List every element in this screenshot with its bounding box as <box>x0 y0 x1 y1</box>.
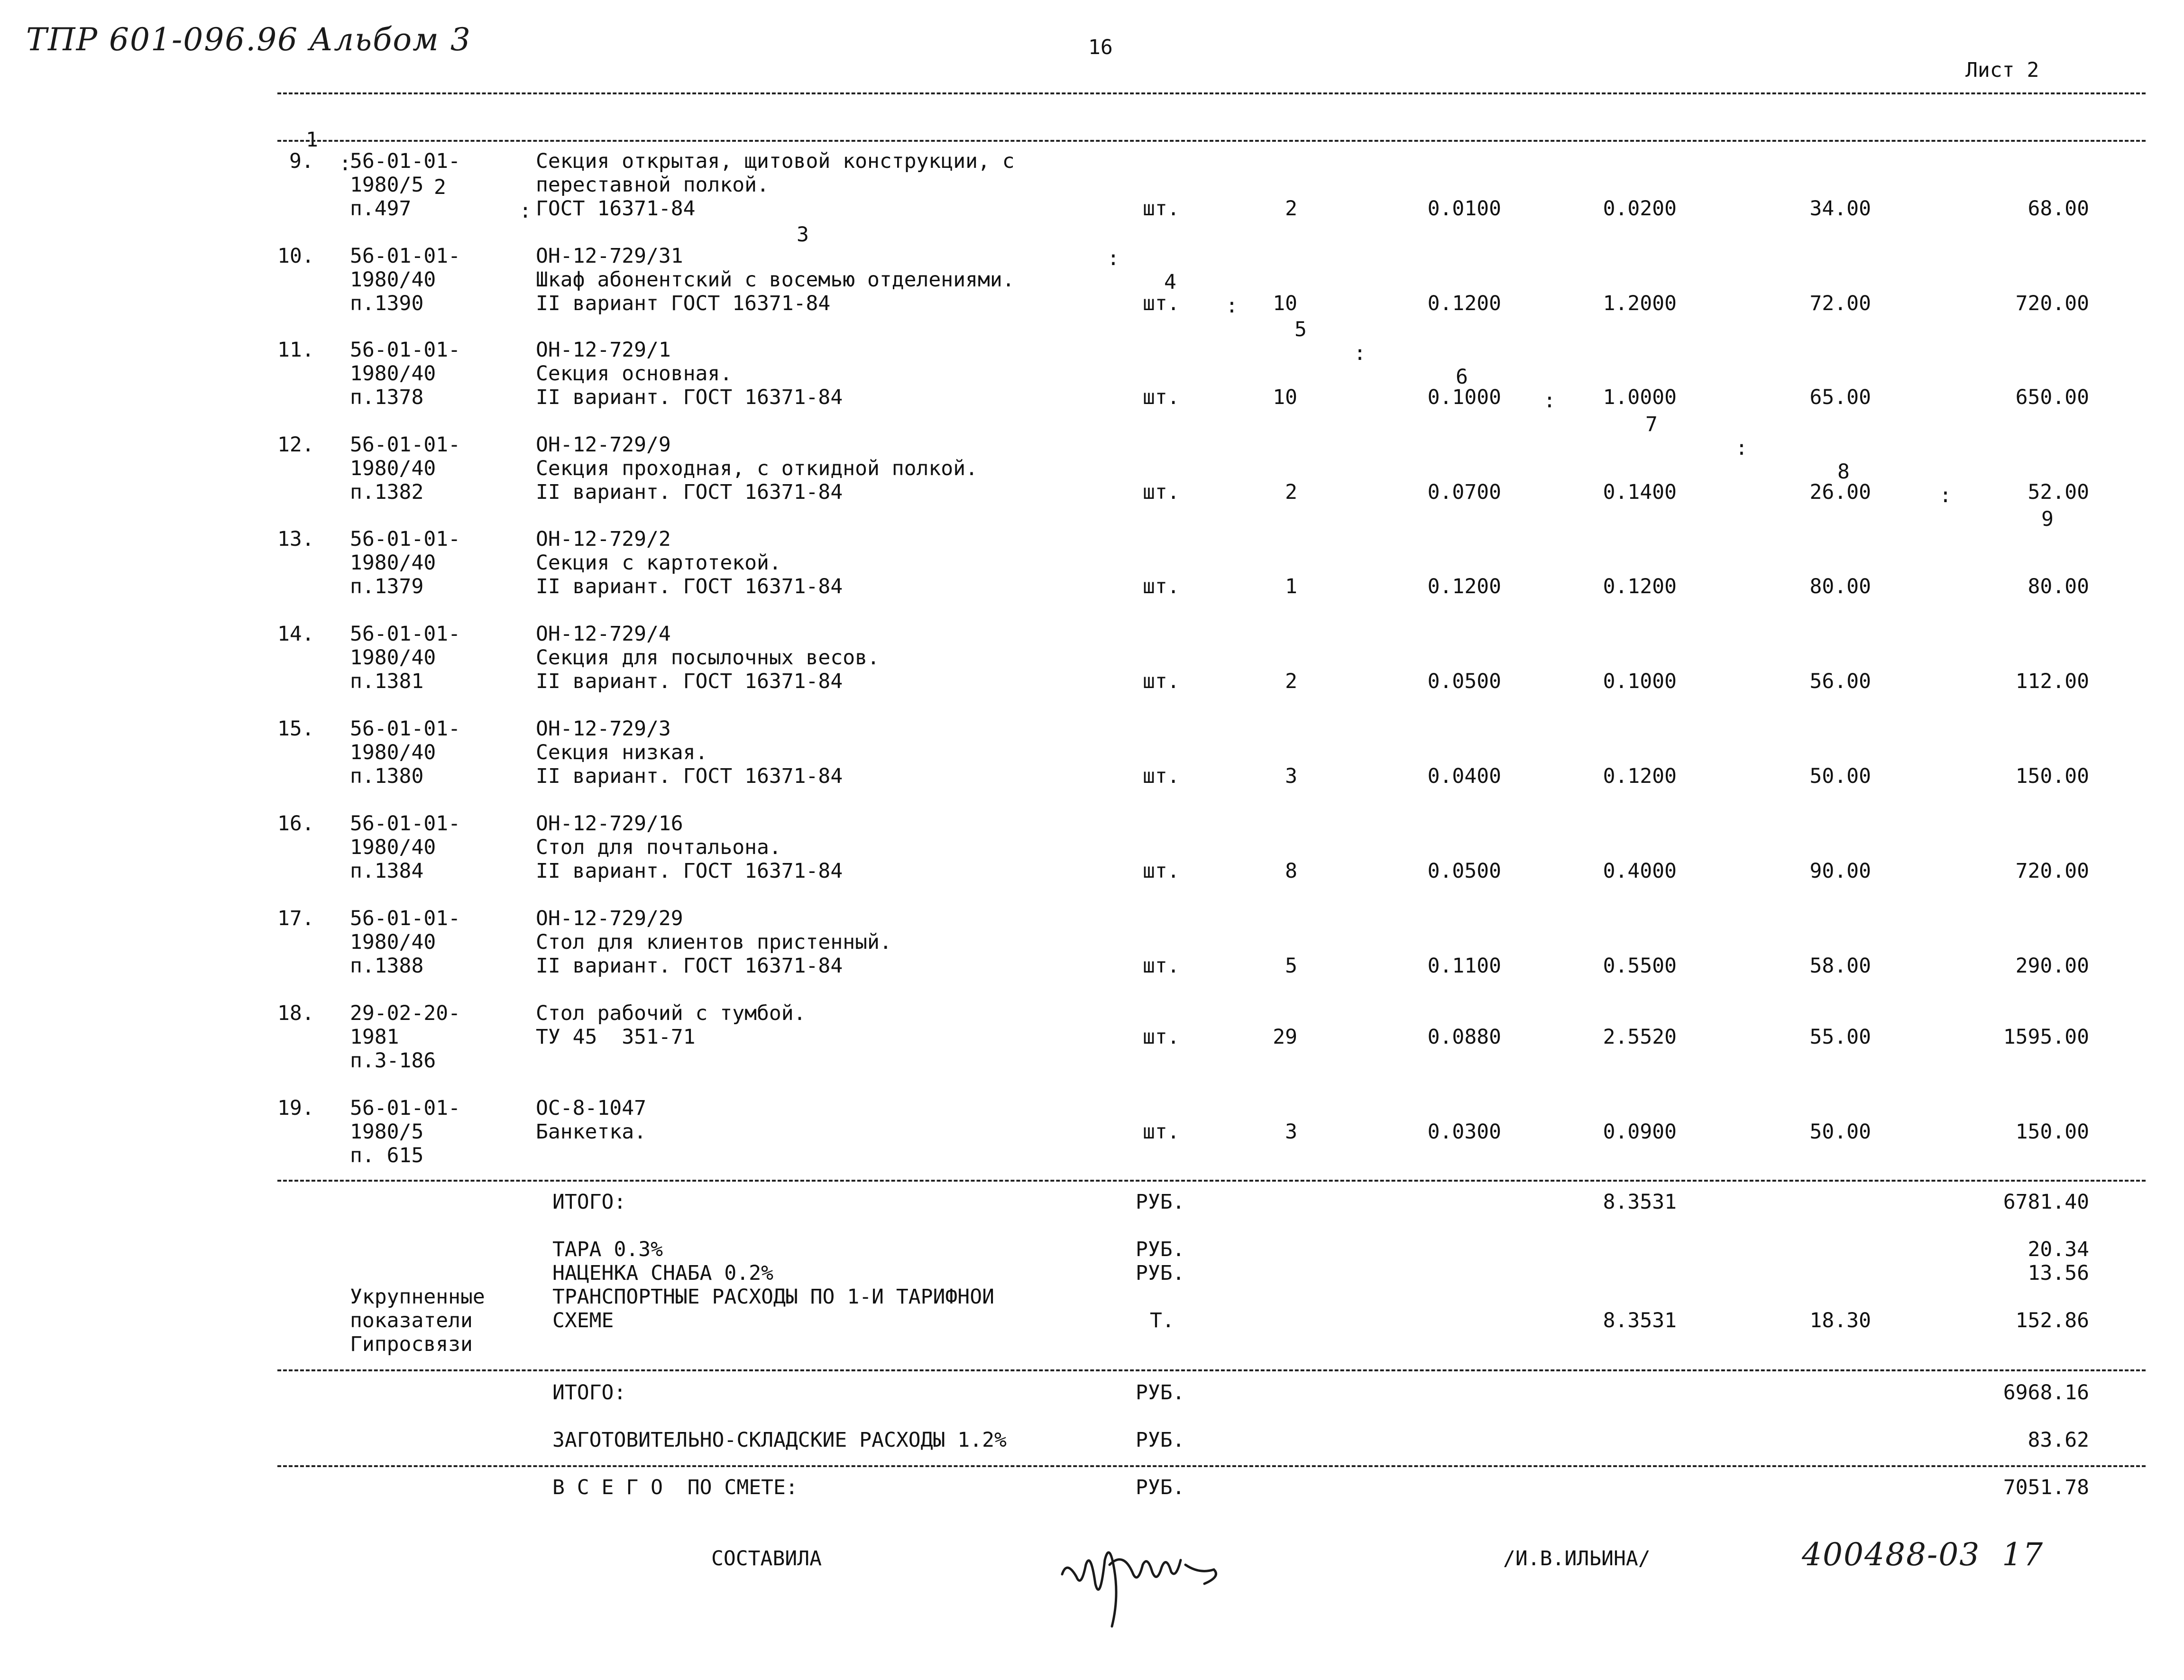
itogo-2-col9: 6968.16 <box>2003 1381 2089 1405</box>
row-desc-line: ОН-12-729/2 <box>536 527 671 551</box>
row-desc-line: Шкаф абонентский с восемью отделениями. <box>536 268 1015 292</box>
row-desc-line: ОН-12-729/29 <box>536 907 683 930</box>
row-desc-line: Стол для клиентов пристенный. <box>536 930 892 954</box>
row-desc-line: Секция для посылочных весов. <box>536 646 880 670</box>
row-qty: 2 <box>1285 670 1297 693</box>
row-col9: 112.00 <box>2015 670 2089 693</box>
transport-label-1: ТРАНСПОРТНЫЕ РАСХОДЫ ПО 1-И ТАРИФНОИ <box>552 1285 994 1309</box>
total-label: В С Е Г О ПО СМЕТЕ: <box>552 1476 798 1499</box>
row-code-line: 56-01-01- <box>350 812 460 835</box>
row-code-line: 1980/40 <box>350 930 436 954</box>
row-col9: 68.00 <box>2028 197 2089 220</box>
row-desc-line: Секция основная. <box>536 362 733 386</box>
row-desc-line: Секция низкая. <box>536 741 708 764</box>
row-col7: 0.1200 <box>1603 575 1677 598</box>
row-col8: 34.00 <box>1809 197 1871 220</box>
row-col8: 50.00 <box>1809 1120 1871 1144</box>
row-col6: 0.1200 <box>1427 575 1501 598</box>
tara-col9: 20.34 <box>2028 1238 2089 1261</box>
row-qty: 3 <box>1285 764 1297 788</box>
row-col7: 0.4000 <box>1603 859 1677 883</box>
row-col9: 1595.00 <box>2003 1025 2089 1049</box>
handwritten-title: ТПР 601-096.96 Альбом 3 <box>26 21 471 58</box>
row-number: 16. <box>277 812 314 835</box>
col-6: 6 <box>1456 365 1468 389</box>
row-number: 9. <box>289 149 314 173</box>
nacenka-label: НАЦЕНКА СНАБА 0.2% <box>552 1261 773 1285</box>
row-code-line: п.1388 <box>350 954 424 978</box>
col-3: 3 <box>797 223 809 247</box>
row-col9: 290.00 <box>2015 954 2089 978</box>
composer-name: /И.В.ИЛЬИНА/ <box>1503 1547 1651 1570</box>
row-code-line: п.3-186 <box>350 1049 436 1073</box>
row-code-line: 56-01-01- <box>350 338 460 362</box>
row-desc-line: Секция проходная, с откидной полкой. <box>536 457 978 480</box>
row-desc-line: ОН-12-729/9 <box>536 433 671 457</box>
row-code-line: п.1380 <box>350 764 424 788</box>
row-code-line: п.1382 <box>350 480 424 504</box>
transport-col7: 8.3531 <box>1603 1309 1677 1332</box>
row-col9: 720.00 <box>2015 859 2089 883</box>
row-code-line: п. 615 <box>350 1144 424 1167</box>
row-code-line: 56-01-01- <box>350 1096 460 1120</box>
header-rule-top <box>277 92 2146 94</box>
row-desc-line: Стол рабочий с тумбой. <box>536 1001 806 1025</box>
summary2-rule <box>277 1369 2146 1371</box>
row-unit: шт. <box>1143 292 1180 315</box>
row-qty: 5 <box>1285 954 1297 978</box>
row-desc-line: ОН-12-729/4 <box>536 622 671 646</box>
itogo-1-col7: 8.3531 <box>1603 1190 1677 1214</box>
row-col9: 720.00 <box>2015 292 2089 315</box>
total-unit: РУБ. <box>1136 1476 1185 1499</box>
row-code-line: 1981 <box>350 1025 399 1049</box>
row-number: 18. <box>277 1001 314 1025</box>
row-code-line: п.1378 <box>350 386 424 409</box>
col-9: 9 <box>2041 507 2054 531</box>
row-col6: 0.1200 <box>1427 292 1501 315</box>
row-col7: 0.0200 <box>1603 197 1677 220</box>
row-unit: шт. <box>1143 859 1180 883</box>
transport-col8: 18.30 <box>1809 1309 1871 1332</box>
row-col8: 90.00 <box>1809 859 1871 883</box>
row-col9: 150.00 <box>2015 1120 2089 1144</box>
row-desc-line: Банкетка. <box>536 1120 646 1144</box>
row-code-line: 1980/40 <box>350 268 436 292</box>
row-code-line: 56-01-01- <box>350 717 460 741</box>
row-qty: 8 <box>1285 859 1297 883</box>
row-number: 14. <box>277 622 314 646</box>
row-col7: 0.1200 <box>1603 764 1677 788</box>
row-code-line: 56-01-01- <box>350 907 460 930</box>
row-unit: шт. <box>1143 1120 1180 1144</box>
row-unit: шт. <box>1143 480 1180 504</box>
row-col6: 0.0500 <box>1427 670 1501 693</box>
nacenka-unit: РУБ. <box>1136 1261 1185 1285</box>
header-rule-bottom <box>277 140 2146 142</box>
handwritten-code: 400488-03 17 <box>1802 1536 2044 1573</box>
row-col7: 2.5520 <box>1603 1025 1677 1049</box>
row-code-line: 56-01-01- <box>350 244 460 268</box>
transport-label-2: СХЕМЕ <box>552 1309 614 1332</box>
row-code-line: 1980/40 <box>350 741 436 764</box>
row-col6: 0.0100 <box>1427 197 1501 220</box>
row-code-line: 1980/40 <box>350 551 436 575</box>
side-note-line-2: показатели <box>350 1309 473 1332</box>
row-desc-line: II вариант. ГОСТ 16371-84 <box>536 954 843 978</box>
row-code-line: 29-02-20- <box>350 1001 460 1025</box>
row-number: 10. <box>277 244 314 268</box>
row-code-line: 56-01-01- <box>350 433 460 457</box>
row-desc-line: II вариант ГОСТ 16371-84 <box>536 292 831 315</box>
row-col8: 26.00 <box>1809 480 1871 504</box>
row-col8: 72.00 <box>1809 292 1871 315</box>
row-col6: 0.1000 <box>1427 386 1501 409</box>
row-code-line: п.497 <box>350 197 412 220</box>
signature-image <box>1057 1532 1238 1636</box>
row-number: 19. <box>277 1096 314 1120</box>
row-qty: 10 <box>1273 386 1297 409</box>
row-col7: 0.5500 <box>1603 954 1677 978</box>
row-number: 11. <box>277 338 314 362</box>
column-header-row: 1 : 2 : 3 : 4 : 5 : 6 : 7 : 8 : 9 <box>306 128 2054 531</box>
row-number: 13. <box>277 527 314 551</box>
row-unit: шт. <box>1143 197 1180 220</box>
transport-col9: 152.86 <box>2015 1309 2089 1332</box>
row-col8: 50.00 <box>1809 764 1871 788</box>
row-desc-line: Стол для почтальона. <box>536 835 781 859</box>
row-qty: 3 <box>1285 1120 1297 1144</box>
row-desc-line: ОН-12-729/1 <box>536 338 671 362</box>
total-rule <box>277 1465 2146 1467</box>
itogo-2-unit: РУБ. <box>1136 1381 1185 1405</box>
row-col7: 1.2000 <box>1603 292 1677 315</box>
row-code-line: 1980/40 <box>350 457 436 480</box>
row-col9: 650.00 <box>2015 386 2089 409</box>
row-col6: 0.0700 <box>1427 480 1501 504</box>
row-number: 12. <box>277 433 314 457</box>
row-unit: шт. <box>1143 954 1180 978</box>
itogo-2-label: ИТОГО: <box>552 1381 626 1405</box>
row-desc-line: II вариант. ГОСТ 16371-84 <box>536 670 843 693</box>
row-code-line: п.1384 <box>350 859 424 883</box>
row-number: 15. <box>277 717 314 741</box>
tara-label: ТАРА 0.3% <box>552 1238 663 1261</box>
row-col6: 0.1100 <box>1427 954 1501 978</box>
row-desc-line: ОН-12-729/31 <box>536 244 683 268</box>
row-qty: 2 <box>1285 480 1297 504</box>
row-desc-line: ОН-12-729/3 <box>536 717 671 741</box>
row-qty: 2 <box>1285 197 1297 220</box>
row-desc-line: Секция с картотекой. <box>536 551 781 575</box>
row-desc-line: II вариант. ГОСТ 16371-84 <box>536 480 843 504</box>
row-code-line: 56-01-01- <box>350 622 460 646</box>
row-col7: 0.0900 <box>1603 1120 1677 1144</box>
row-col7: 1.0000 <box>1603 386 1677 409</box>
itogo-1-unit: РУБ. <box>1136 1190 1185 1214</box>
row-code-line: 56-01-01- <box>350 527 460 551</box>
storage-label: ЗАГОТОВИТЕЛЬНО-СКЛАДСКИЕ РАСХОДЫ 1.2% <box>552 1428 1007 1452</box>
side-note-line-1: Укрупненные <box>350 1285 485 1309</box>
row-code-line: 1980/5 <box>350 173 424 197</box>
col-7: 7 <box>1645 413 1658 436</box>
row-desc-line: II вариант. ГОСТ 16371-84 <box>536 575 843 598</box>
row-desc-line: Секция открытая, щитовой конструкции, с <box>536 149 1015 173</box>
row-col8: 56.00 <box>1809 670 1871 693</box>
row-code-line: п.1381 <box>350 670 424 693</box>
row-qty: 29 <box>1273 1025 1297 1049</box>
composed-by-label: СОСТАВИЛА <box>711 1547 822 1570</box>
row-code-line: 1980/40 <box>350 362 436 386</box>
storage-col9: 83.62 <box>2028 1428 2089 1452</box>
tara-unit: РУБ. <box>1136 1238 1185 1261</box>
row-desc-line: ОН-12-729/16 <box>536 812 683 835</box>
row-desc-line: ГОСТ 16371-84 <box>536 197 696 220</box>
col-5: 5 <box>1294 318 1307 341</box>
row-desc-line: II вариант. ГОСТ 16371-84 <box>536 764 843 788</box>
row-col6: 0.0500 <box>1427 859 1501 883</box>
row-col8: 80.00 <box>1809 575 1871 598</box>
nacenka-col9: 13.56 <box>2028 1261 2089 1285</box>
row-col9: 150.00 <box>2015 764 2089 788</box>
row-unit: шт. <box>1143 764 1180 788</box>
row-desc-line: ОС-8-1047 <box>536 1096 646 1120</box>
col-2: 2 <box>434 175 446 199</box>
row-col6: 0.0880 <box>1427 1025 1501 1049</box>
row-code-line: 56-01-01- <box>350 149 460 173</box>
row-desc-line: II вариант. ГОСТ 16371-84 <box>536 859 843 883</box>
row-col6: 0.0400 <box>1427 764 1501 788</box>
row-code-line: 1980/40 <box>350 646 436 670</box>
summary-rule <box>277 1180 2146 1182</box>
row-code-line: 1980/40 <box>350 835 436 859</box>
col-1: 1 <box>306 128 318 152</box>
row-col9: 80.00 <box>2028 575 2089 598</box>
row-unit: шт. <box>1143 575 1180 598</box>
sheet-label: Лист 2 <box>1965 58 2039 82</box>
storage-unit: РУБ. <box>1136 1428 1185 1452</box>
col-8: 8 <box>1837 460 1850 484</box>
row-col6: 0.0300 <box>1427 1120 1501 1144</box>
row-col8: 55.00 <box>1809 1025 1871 1049</box>
row-col7: 0.1000 <box>1603 670 1677 693</box>
row-code-line: 1980/5 <box>350 1120 424 1144</box>
row-unit: шт. <box>1143 1025 1180 1049</box>
row-desc-line: ТУ 45 351-71 <box>536 1025 696 1049</box>
total-col9: 7051.78 <box>2003 1476 2089 1499</box>
page-number: 16 <box>1088 36 1113 59</box>
itogo-1-label: ИТОГО: <box>552 1190 626 1214</box>
row-unit: шт. <box>1143 386 1180 409</box>
row-col8: 65.00 <box>1809 386 1871 409</box>
row-unit: шт. <box>1143 670 1180 693</box>
row-desc-line: переставной полкой. <box>536 173 769 197</box>
row-code-line: п.1390 <box>350 292 424 315</box>
side-note-line-3: Гипросвязи <box>350 1332 473 1356</box>
row-qty: 1 <box>1285 575 1297 598</box>
col-4: 4 <box>1164 270 1176 294</box>
row-col8: 58.00 <box>1809 954 1871 978</box>
row-number: 17. <box>277 907 314 930</box>
row-desc-line: II вариант. ГОСТ 16371-84 <box>536 386 843 409</box>
row-qty: 10 <box>1273 292 1297 315</box>
row-col9: 52.00 <box>2028 480 2089 504</box>
transport-unit: Т. <box>1150 1309 1175 1332</box>
row-col7: 0.1400 <box>1603 480 1677 504</box>
row-code-line: п.1379 <box>350 575 424 598</box>
itogo-1-col9: 6781.40 <box>2003 1190 2089 1214</box>
